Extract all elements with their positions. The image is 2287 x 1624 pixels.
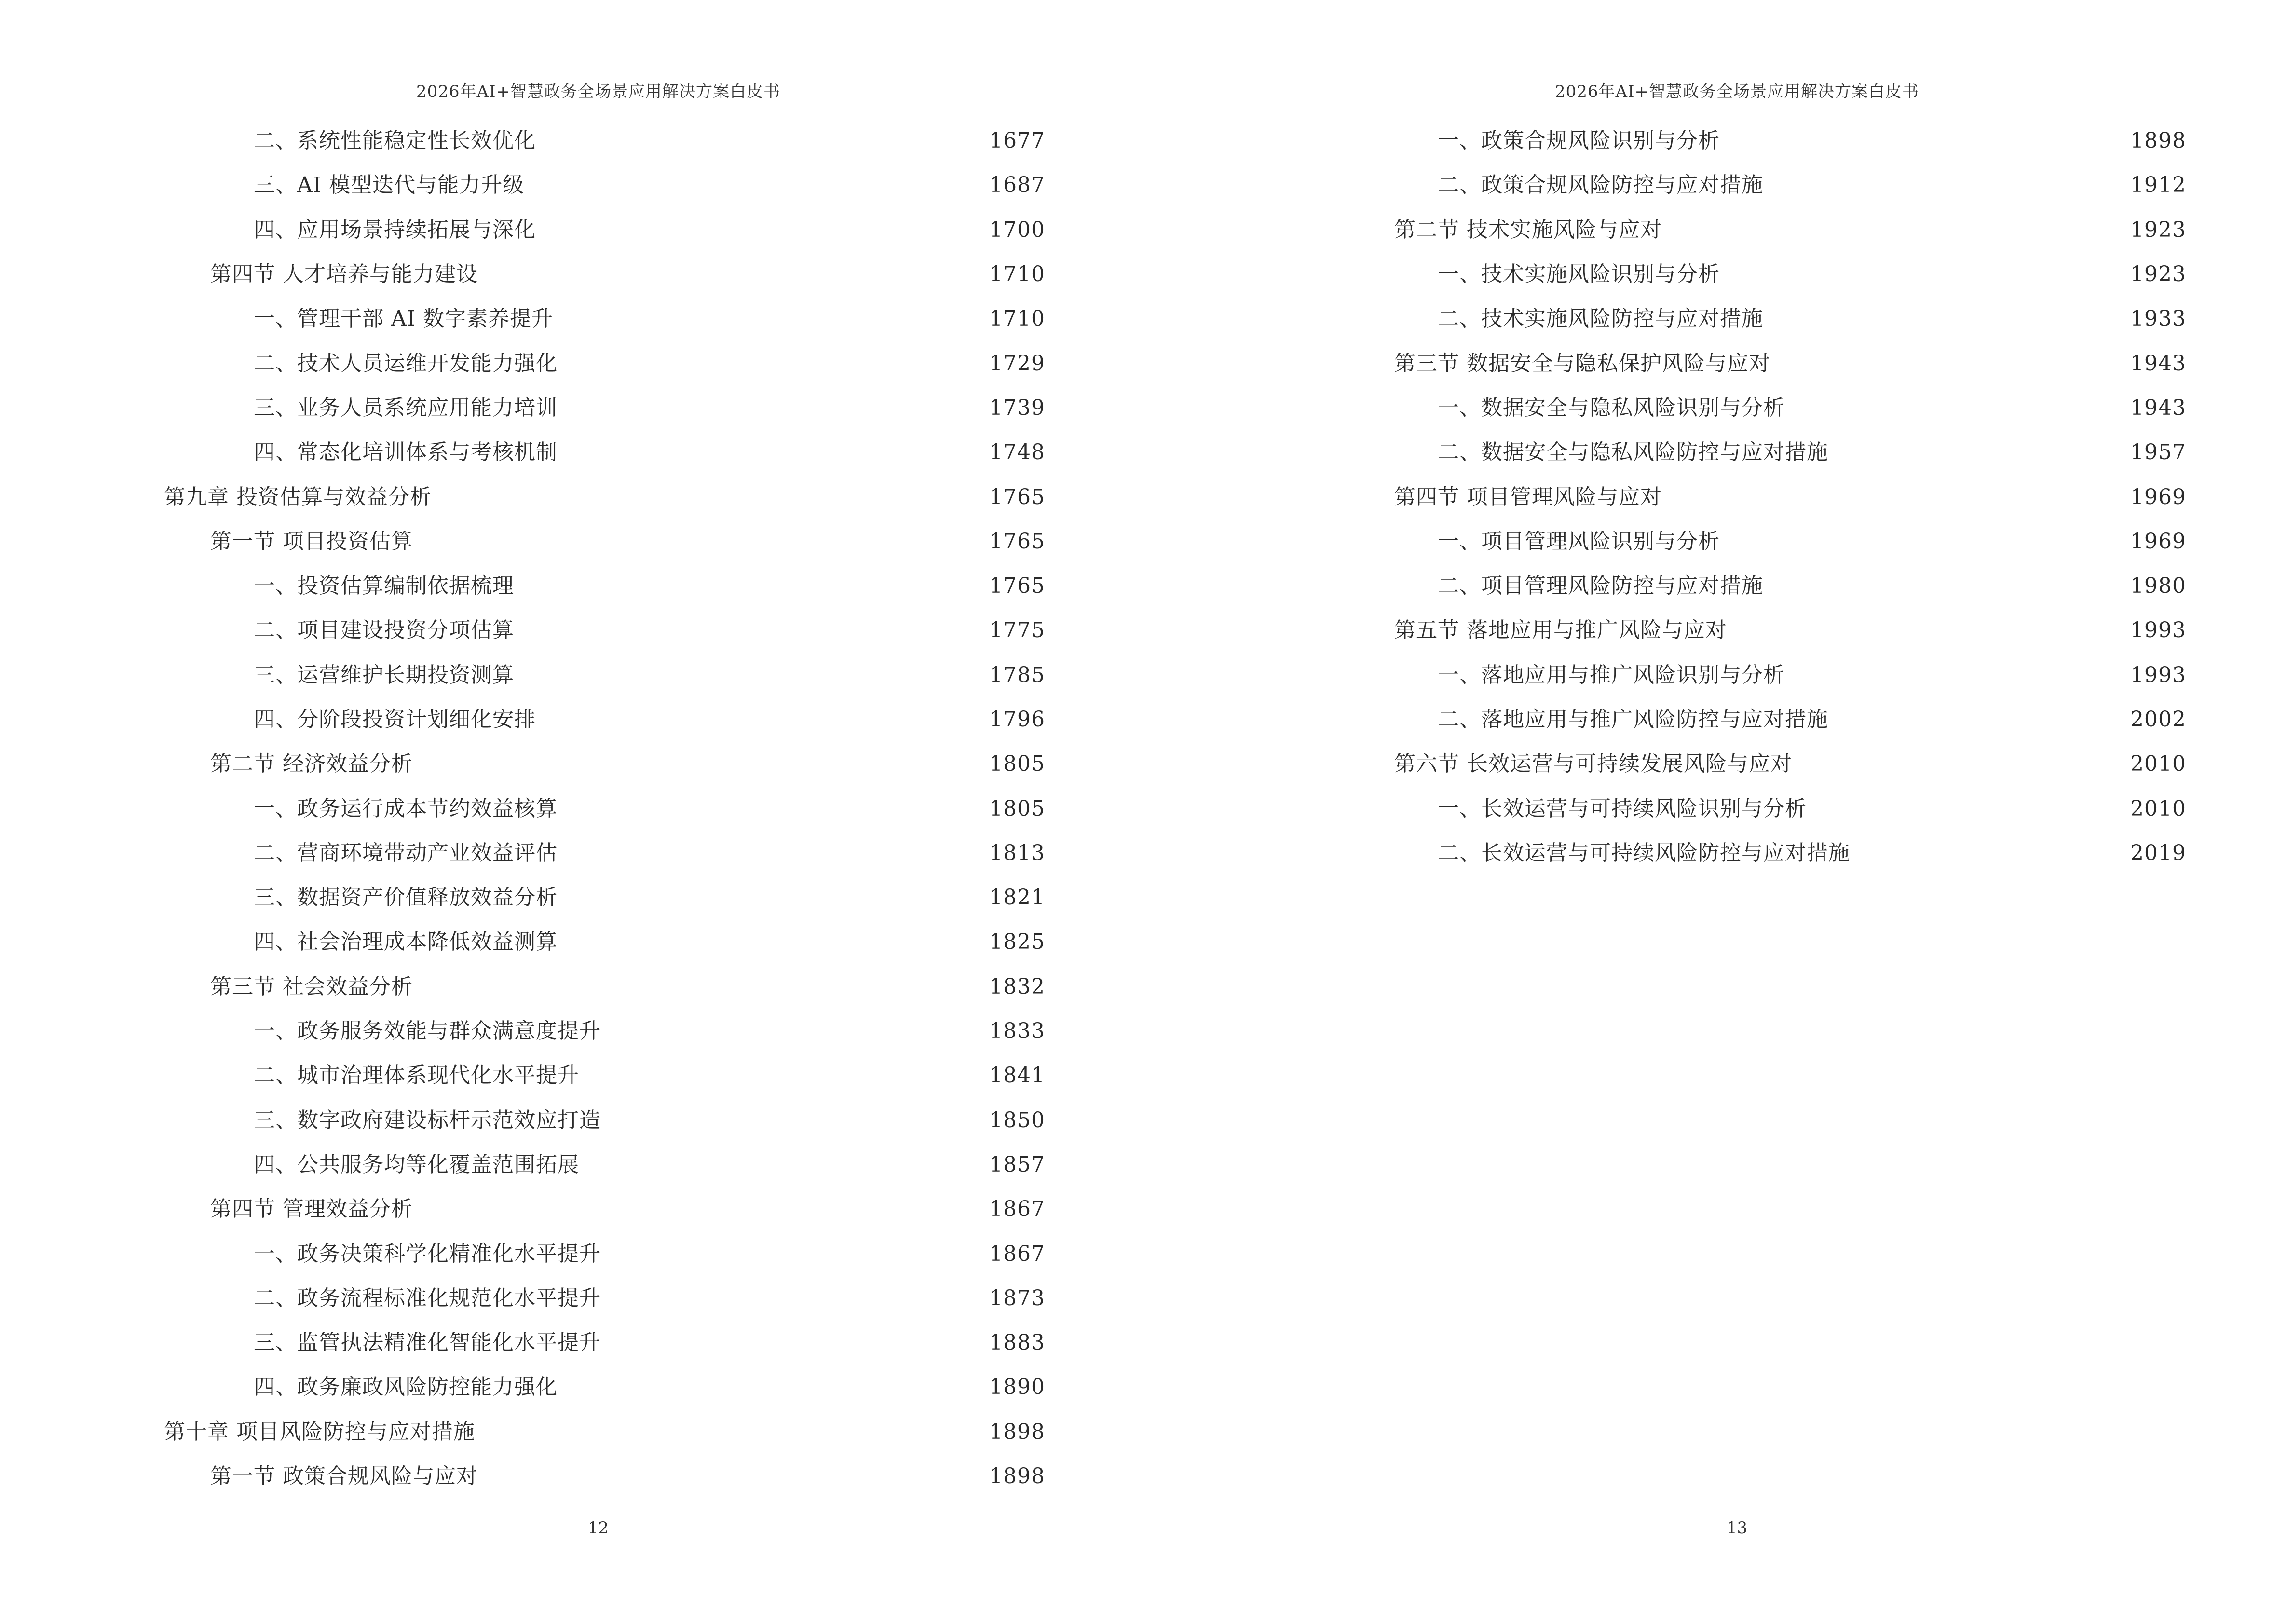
toc-entry-title: 四、应用场景持续拓展与深化 [254, 217, 536, 242]
toc-entry-page-number: 1700 [989, 217, 1045, 242]
toc-entry[interactable] [164, 163, 1045, 207]
dot-leader [484, 1466, 979, 1487]
dot-leader [607, 1332, 979, 1353]
toc-entry-page-number: 1993 [2130, 662, 2186, 687]
toc-entry-title: 三、数字政府建设标杆示范效应打造 [254, 1107, 601, 1133]
dot-leader [585, 1154, 979, 1175]
toc-entry-page-number: 1923 [2130, 262, 2186, 287]
dot-leader [1776, 353, 2120, 374]
dot-leader [520, 620, 979, 641]
toc-entry-page-number: 1825 [989, 929, 1045, 955]
toc-entry[interactable] [164, 786, 1045, 831]
toc-entry-page-number: 2010 [2130, 751, 2186, 777]
toc-entry[interactable] [164, 341, 1045, 385]
toc-entry[interactable] [1348, 608, 2186, 653]
toc-entry[interactable] [164, 1053, 1045, 1098]
toc-entry-title: 三、运营维护长期投资测算 [254, 662, 514, 687]
dot-leader [481, 1421, 979, 1443]
toc-entry[interactable] [1348, 341, 2186, 385]
toc-entry[interactable] [1348, 564, 2186, 608]
toc-entry-page-number: 1867 [989, 1241, 1045, 1266]
dot-leader [1668, 219, 2120, 241]
toc-entry-title: 二、城市治理体系现代化水平提升 [254, 1063, 579, 1088]
toc-entry-page-number: 2019 [2130, 840, 2186, 865]
toc-entry-page-number: 1710 [989, 262, 1045, 287]
toc-entry-page-number: 1775 [989, 618, 1045, 643]
toc-entry[interactable] [164, 1143, 1045, 1187]
toc-entry-page-number: 1765 [989, 573, 1045, 599]
toc-entry-title: 一、管理干部 AI 数字素养提升 [254, 306, 554, 331]
dot-leader [1856, 843, 2120, 864]
dot-leader [1726, 264, 2120, 285]
toc-entry-page-number: 1883 [989, 1330, 1045, 1355]
toc-entry[interactable] [164, 119, 1045, 163]
toc-entry[interactable] [1348, 386, 2186, 430]
toc-entry[interactable] [1348, 831, 2186, 875]
dot-leader [563, 887, 979, 908]
toc-entry[interactable] [164, 297, 1045, 341]
toc-entry-page-number: 1805 [989, 751, 1045, 777]
page-number: 13 [1726, 1518, 1748, 1538]
dot-leader [563, 1377, 979, 1398]
toc-entry-page-number: 1898 [989, 1419, 1045, 1444]
toc-entry-page-number: 1898 [2130, 128, 2186, 153]
dot-leader [520, 665, 979, 686]
toc-entry-title: 一、政务服务效能与群众满意度提升 [254, 1019, 601, 1044]
toc-entry[interactable] [164, 1231, 1045, 1276]
dot-leader [563, 843, 979, 864]
toc-entry-title: 四、分阶段投资计划细化安排 [254, 707, 536, 732]
dot-leader [1834, 442, 2120, 463]
dot-leader [563, 397, 979, 419]
toc-entry-title: 二、系统性能稳定性长效优化 [254, 128, 536, 153]
toc-entry[interactable] [164, 208, 1045, 252]
toc-entry[interactable] [164, 1410, 1045, 1454]
dot-leader [563, 798, 979, 819]
dot-leader [1798, 753, 2120, 775]
toc-entry[interactable] [1348, 786, 2186, 831]
toc-entry-title: 三、数据资产价值释放效益分析 [254, 885, 558, 910]
running-header: 2026年AI+智慧政务全场景应用解决方案白皮书 [416, 82, 780, 101]
right-page [1144, 0, 2287, 1624]
toc-entry[interactable] [1348, 519, 2186, 564]
toc-entry-title: 二、政务流程标准化规范化水平提升 [254, 1285, 601, 1310]
toc-entry-title: 第二节 经济效益分析 [210, 751, 413, 777]
dot-leader [559, 308, 979, 329]
dot-leader [542, 130, 979, 151]
toc-entry[interactable] [1348, 653, 2186, 697]
toc-entry-title: 第十章 项目风险防控与应对措施 [164, 1419, 475, 1444]
dot-leader [563, 442, 979, 463]
toc-entry-page-number: 1898 [989, 1464, 1045, 1489]
dot-leader [563, 353, 979, 374]
toc-entry-page-number: 1923 [2130, 217, 2186, 242]
toc-entry-page-number: 1943 [2130, 395, 2186, 420]
table-of-contents [1348, 119, 2186, 875]
toc-entry-title: 三、AI 模型迭代与能力升级 [254, 173, 525, 198]
toc-entry-title: 二、落地应用与推广风险防控与应对措施 [1438, 707, 1828, 732]
toc-entry-title: 第一节 项目投资估算 [210, 529, 413, 554]
dot-leader [1769, 575, 2120, 597]
toc-entry-title: 第二节 技术实施风险与应对 [1394, 217, 1662, 242]
toc-entry-title: 三、监管执法精准化智能化水平提升 [254, 1330, 601, 1355]
toc-entry-page-number: 2002 [2130, 707, 2186, 732]
toc-entry[interactable] [164, 386, 1045, 430]
toc-entry[interactable] [1348, 297, 2186, 341]
toc-entry-title: 四、常态化培训体系与考核机制 [254, 440, 558, 465]
toc-entry-title: 第四节 人才培养与能力建设 [210, 262, 478, 287]
toc-entry-title: 第九章 投资估算与效益分析 [164, 484, 432, 509]
dot-leader [419, 531, 979, 552]
toc-entry[interactable] [1348, 163, 2186, 207]
dot-leader [1834, 709, 2120, 730]
dot-leader [520, 575, 979, 597]
toc-entry[interactable] [1348, 430, 2186, 475]
toc-entry[interactable] [164, 430, 1045, 475]
toc-entry[interactable] [164, 519, 1045, 564]
toc-entry[interactable] [1348, 697, 2186, 742]
toc-entry-page-number: 1890 [989, 1375, 1045, 1400]
toc-entry-page-number: 1796 [989, 707, 1045, 732]
toc-entry-title: 二、营商环境带动产业效益评估 [254, 840, 558, 865]
toc-entry-page-number: 1969 [2130, 484, 2186, 509]
toc-entry-title: 一、政策合规风险识别与分析 [1438, 128, 1720, 153]
dot-leader [1769, 308, 2120, 329]
toc-entry-page-number: 1813 [989, 840, 1045, 865]
toc-entry-title: 二、技术实施风险防控与应对措施 [1438, 306, 1763, 331]
toc-entry-page-number: 1739 [989, 395, 1045, 420]
toc-entry[interactable] [164, 1009, 1045, 1053]
toc-entry[interactable] [164, 1454, 1045, 1499]
toc-entry-page-number: 1833 [989, 1019, 1045, 1044]
toc-entry-page-number: 2010 [2130, 796, 2186, 821]
toc-entry-title: 四、社会治理成本降低效益测算 [254, 929, 558, 955]
dot-leader [1769, 175, 2120, 196]
toc-entry-title: 第三节 社会效益分析 [210, 974, 413, 999]
toc-entry-page-number: 1832 [989, 974, 1045, 999]
dot-leader [1668, 487, 2120, 508]
toc-entry-title: 第三节 数据安全与隐私保护风险与应对 [1394, 351, 1770, 376]
toc-entry-title: 三、业务人员系统应用能力培训 [254, 395, 558, 420]
toc-entry-page-number: 1821 [989, 885, 1045, 910]
dot-leader [1726, 130, 2120, 151]
toc-entry-title: 一、政务运行成本节约效益核算 [254, 796, 558, 821]
toc-entry-page-number: 1785 [989, 662, 1045, 687]
toc-entry[interactable] [164, 875, 1045, 920]
toc-entry-page-number: 1933 [2130, 306, 2186, 331]
toc-entry-title: 第六节 长效运营与可持续发展风险与应对 [1394, 751, 1792, 777]
toc-entry[interactable] [164, 1365, 1045, 1409]
toc-entry-title: 二、数据安全与隐私风险防控与应对措施 [1438, 440, 1828, 465]
toc-entry[interactable] [1348, 119, 2186, 163]
toc-entry-title: 一、项目管理风险识别与分析 [1438, 529, 1720, 554]
dot-leader [437, 487, 979, 508]
toc-entry-page-number: 1873 [989, 1285, 1045, 1310]
toc-entry-title: 第一节 政策合规风险与应对 [210, 1464, 478, 1489]
toc-entry-page-number: 1957 [2130, 440, 2186, 465]
toc-entry-title: 四、公共服务均等化覆盖范围拓展 [254, 1152, 579, 1177]
toc-entry[interactable] [164, 1187, 1045, 1231]
toc-entry-title: 二、长效运营与可持续风险防控与应对措施 [1438, 840, 1850, 865]
toc-entry-page-number: 1748 [989, 440, 1045, 465]
toc-entry-page-number: 1912 [2130, 173, 2186, 198]
toc-entry-page-number: 1805 [989, 796, 1045, 821]
toc-entry-page-number: 1710 [989, 306, 1045, 331]
dot-leader [1726, 531, 2120, 552]
dot-leader [1812, 798, 2120, 819]
toc-entry[interactable] [1348, 475, 2186, 519]
toc-entry-page-number: 1867 [989, 1197, 1045, 1222]
dot-leader [607, 1243, 979, 1265]
toc-entry[interactable] [1348, 252, 2186, 297]
page-number: 12 [587, 1518, 609, 1538]
toc-entry[interactable] [164, 697, 1045, 742]
dot-leader [542, 709, 979, 730]
toc-entry-page-number: 1850 [989, 1107, 1045, 1133]
dot-leader [1791, 397, 2120, 419]
dot-leader [1733, 620, 2120, 641]
dot-leader [607, 1021, 979, 1042]
toc-entry-title: 二、项目管理风险防控与应对措施 [1438, 573, 1763, 599]
dot-leader [585, 1065, 979, 1086]
toc-entry-title: 一、投资估算编制依据梳理 [254, 573, 514, 599]
toc-entry-title: 二、政策合规风险防控与应对措施 [1438, 173, 1763, 198]
toc-entry[interactable] [164, 1321, 1045, 1365]
toc-entry[interactable] [164, 1098, 1045, 1143]
toc-entry-title: 一、政务决策科学化精准化水平提升 [254, 1241, 601, 1266]
toc-entry-title: 一、长效运营与可持续风险识别与分析 [1438, 796, 1807, 821]
dot-leader [419, 1199, 979, 1220]
dot-leader [607, 1288, 979, 1309]
toc-entry-page-number: 1857 [989, 1152, 1045, 1177]
dot-leader [419, 753, 979, 775]
toc-entry[interactable] [164, 564, 1045, 608]
toc-entry-page-number: 1765 [989, 529, 1045, 554]
toc-entry[interactable] [1348, 742, 2186, 786]
toc-entry[interactable] [164, 920, 1045, 964]
toc-entry-title: 二、技术人员运维开发能力强化 [254, 351, 558, 376]
toc-entry-title: 二、项目建设投资分项估算 [254, 618, 514, 643]
toc-entry-title: 一、技术实施风险识别与分析 [1438, 262, 1720, 287]
toc-entry-page-number: 1677 [989, 128, 1045, 153]
toc-entry[interactable] [164, 475, 1045, 519]
dot-leader [484, 264, 979, 285]
toc-entry-title: 四、政务廉政风险防控能力强化 [254, 1375, 558, 1400]
toc-entry[interactable] [164, 608, 1045, 653]
dot-leader [563, 931, 979, 953]
dot-leader [542, 219, 979, 241]
toc-entry[interactable] [1348, 208, 2186, 252]
toc-entry-page-number: 1993 [2130, 618, 2186, 643]
toc-entry-title: 一、数据安全与隐私风险识别与分析 [1438, 395, 1785, 420]
toc-entry[interactable] [164, 1276, 1045, 1321]
toc-entry-title: 第四节 项目管理风险与应对 [1394, 484, 1662, 509]
toc-entry[interactable] [164, 742, 1045, 786]
dot-leader [530, 175, 979, 196]
toc-entry[interactable] [164, 831, 1045, 875]
toc-entry[interactable] [164, 965, 1045, 1009]
toc-entry-page-number: 1969 [2130, 529, 2186, 554]
dot-leader [419, 976, 979, 997]
toc-entry-page-number: 1765 [989, 484, 1045, 509]
toc-entry-page-number: 1980 [2130, 573, 2186, 599]
toc-entry-title: 第四节 管理效益分析 [210, 1197, 413, 1222]
running-header: 2026年AI+智慧政务全场景应用解决方案白皮书 [1555, 82, 1919, 101]
dot-leader [1791, 665, 2120, 686]
dot-leader [607, 1110, 979, 1131]
toc-entry[interactable] [164, 653, 1045, 697]
toc-entry-page-number: 1729 [989, 351, 1045, 376]
toc-entry-page-number: 1687 [989, 173, 1045, 198]
toc-entry-page-number: 1943 [2130, 351, 2186, 376]
toc-entry[interactable] [164, 252, 1045, 297]
toc-entry-page-number: 1841 [989, 1063, 1045, 1088]
table-of-contents [164, 119, 1045, 1499]
toc-entry-title: 一、落地应用与推广风险识别与分析 [1438, 662, 1785, 687]
toc-entry-title: 第五节 落地应用与推广风险与应对 [1394, 618, 1727, 643]
